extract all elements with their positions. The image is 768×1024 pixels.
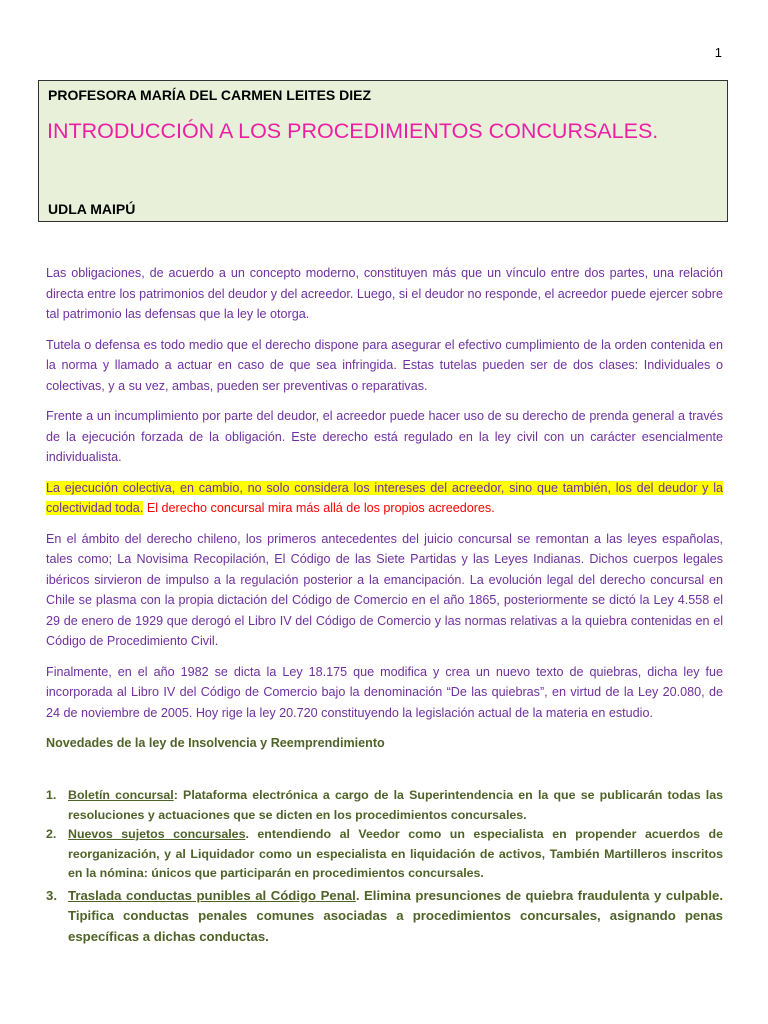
list-number: 3. xyxy=(46,887,57,903)
list-item xyxy=(46,886,723,948)
list-term: Boletín concursal xyxy=(68,788,174,802)
list-text: : Plataforma electrónica a cargo de la Superintendencia en la que se publicarán todas las resoluciones y actuaciones que se dicten en los procedimientos concursales. xyxy=(68,788,724,822)
highlighted-text: La ejecución colectiva, en cambio, no solo considera los intereses del acreedor, sino que también, los del deudor y la colectividad toda. xyxy=(46,480,723,515)
paragraph-incumplimiento: Frente a un incumplimiento por parte del deudor, el acreedor puede hacer uso de su derecho de prenda general a través de la ejecución forzada de la obligación. Este derecho está regulado en la ley civil con un carácter esencialmente individualista. xyxy=(46,409,723,464)
list-term: Traslada conductas punibles al Código Penal xyxy=(68,887,356,903)
professor-name: PROFESORA MARÍA DEL CARMEN LEITES DIEZ xyxy=(48,87,372,103)
list-item xyxy=(46,786,723,825)
list-text: . entendiendo al Veedor como un especialista en propender acuerdos de reorganización, y al Liquidador como un especialista en liquidación de activos, También Martilleros inscritos en la nómina: únicos que participarán en procedimientos concursales. xyxy=(68,827,723,880)
paragraph-ley-18175: Finalmente, en el año 1982 se dicta la Ley 18.175 que modifica y crea un nuevo texto de quiebras, dicha ley fue incorporada al Libro IV del Código de Comercio bajo la denominación “De las quiebras”, en virtud de la Ley 20.080, de 24 de noviembre de 2005. Hoy rige la ley 20.720 constituyendo la legislación actual de la materia en estudio. xyxy=(46,664,723,720)
paragraph-obligaciones: Las obligaciones, de acuerdo a un concepto moderno, constituyen más que un vínculo entre dos partes, una relación directa entre los patrimonios del deudor y del acreedor. Luego, si el deudor no responde, el acreedor puede ejercer sobre tal patrimonio las defensas que la ley le otorga. xyxy=(46,266,723,321)
novedades-list xyxy=(46,786,723,947)
list-text: . Elimina presunciones de quiebra fraudulenta y culpable. Tipifica conductas penales comunes asociadas a procedimientos concursales, asignando penas específicas a dichas conductas. xyxy=(68,887,723,944)
paragraph-ejecucion-colectiva xyxy=(46,478,723,519)
campus-name: UDLA MAIPÚ xyxy=(48,201,136,217)
paragraph-derecho-chileno: En el ámbito del derecho chileno, los primeros antecedentes del juicio concursal se remontan a las leyes españolas, tales como; La Novisima Recopilación, El Código de las Siete Partidas y las Leyes Indianas. Dichos cuerpos legales ibéricos sirvieron de impulso a la regulación posterior a la emancipación. La evolución legal del derecho concursal en Chile se plasma con la propia dictación del Código de Comercio en el año 1865, posteriormente se dictó la Ley 4.558 el 29 de enero de 1929 que derogó el Libro IV del Código de Comercio y las normas relativas a la quiebra contenidas en el Código de Procedimiento Civil. xyxy=(46,531,723,648)
list-term: Nuevos sujetos concursales xyxy=(68,827,246,841)
page-number: 1 xyxy=(714,45,722,60)
paragraph-tutela: Tutela o defensa es todo medio que el derecho dispone para asegurar el efectivo cumplimiento de la orden contenida en la norma y llamado a actuar en caso de que sea infringida. Estas tutelas pueden ser de dos clases: Individuales o colectivas, y a su vez, ambas, pueden ser preventivas o reparativas. xyxy=(46,337,723,393)
body-text xyxy=(46,263,723,764)
red-emphasis-text: El derecho concursal mira más allá de los propios acreedores. xyxy=(143,501,495,515)
section-heading-novedades: Novedades de la ley de Insolvencia y Reemprendimiento xyxy=(46,736,385,750)
title-box xyxy=(38,80,728,222)
list-number: 2. xyxy=(46,827,57,841)
list-item xyxy=(46,825,723,884)
list-number: 1. xyxy=(46,788,57,802)
document-title: INTRODUCCIÓN A LOS PROCEDIMIENTOS CONCURSALES. xyxy=(47,119,659,143)
